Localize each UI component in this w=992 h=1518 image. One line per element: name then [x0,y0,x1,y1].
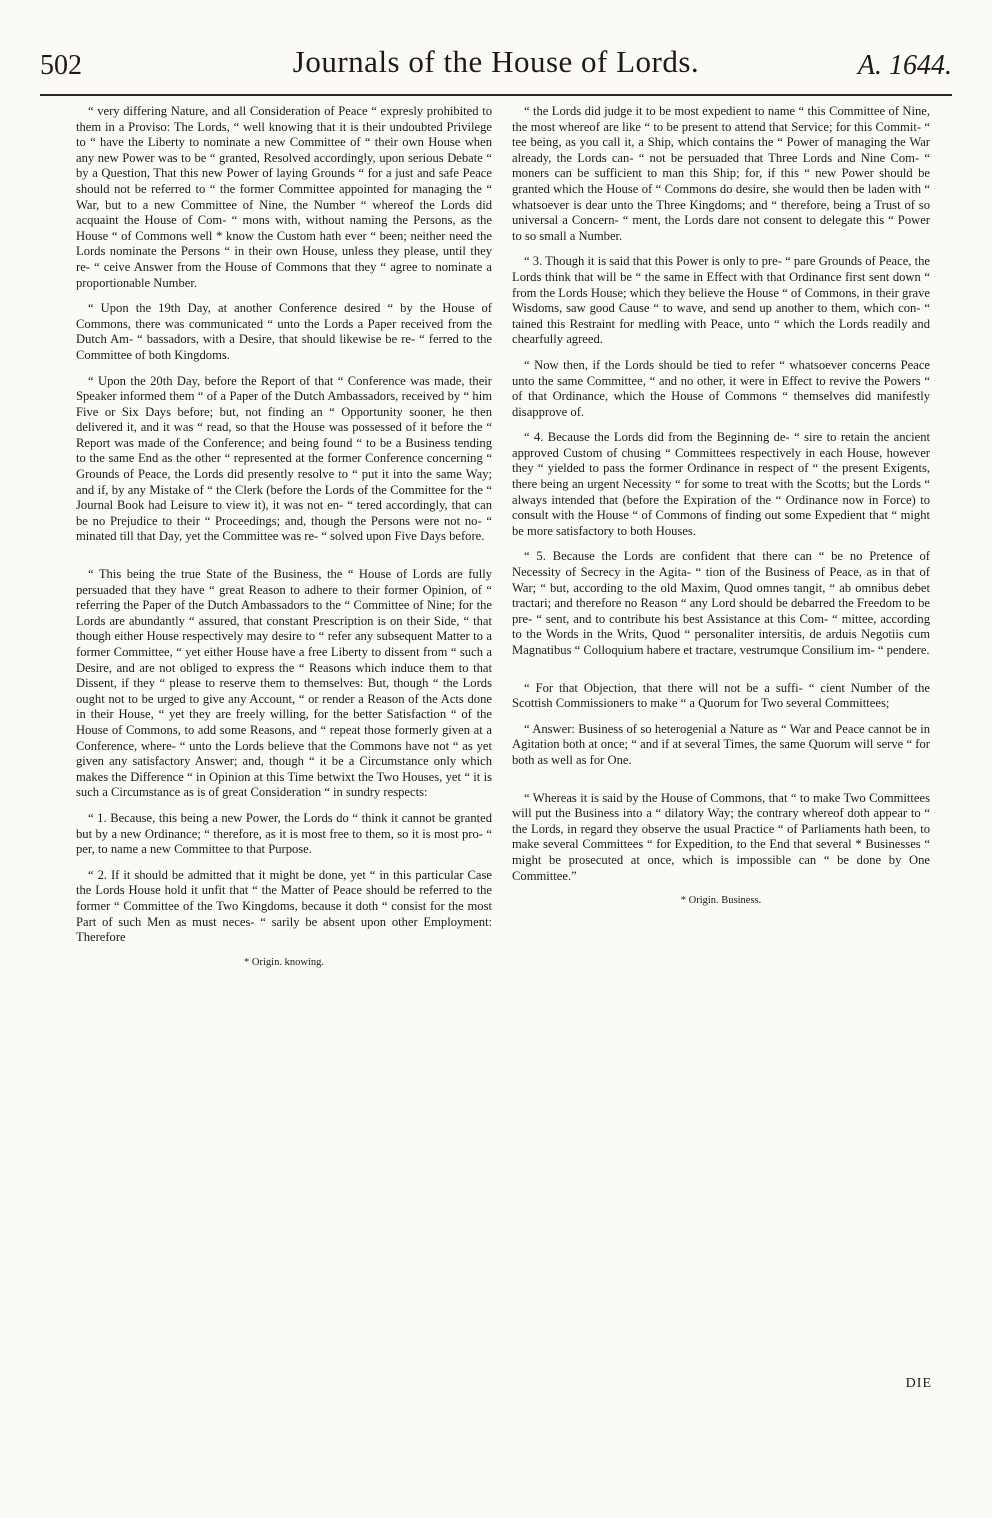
page-header [40,44,952,94]
header-rule [40,94,952,96]
paragraph: “ 4. Because the Lords did from the Beginning de- “ sire to retain the ancient approved Custom of chusing “ Committees respectively in each House, however they “ yielded to pass the former Ordinance in respect of “ the present Exigents, there being an urgent Necessity “ for some to treat with the Scotts; but the Lords “ always intended that (before the Expiration of the “ Ordinance now in Force) to consult with the House “ of Commons of finding out some Expedient that “ might be more satisfactory to both Houses. [512,430,930,538]
paragraph: “ very differing Nature, and all Consideration of Peace “ expresly prohibited to them in a Proviso: The Lords, “ well knowing that it is their undoubted Privilege to “ have the Liberty to nominate a new Committee of “ their own House when any new Power was to be “ granted, Resolved accordingly, upon serious Debate “ by a Question, That this new Power of laying Grounds “ for a just and safe Peace should not be referred to “ the former Committee appointed for managing the “ War, but to a new Committee of Nine, the Number “ whereof the Lords did acquaint the House of Com- “ mons with, without naming the Persons, as the House “ of Commons well * know the Custom hath ever “ been; neither need the Lords nominate the Persons “ in their own House, unless they please, until they re- “ ceive Answer from the House of Commons that they “ agree to nominate a proportionable Number. [76,104,492,290]
paragraph: “ 1. Because, this being a new Power, the Lords do “ think it cannot be granted but by a new Ordinance; “ therefore, as it is most free to them, so it is most pro- “ per, to name a new Committee to that Purpose. [76,810,492,857]
paragraph: “ Whereas it is said by the House of Commons, that “ to make Two Committees will put the Business into a “ dilatory Way; the contrary whereof doth appear to “ the Lords, in regard they observe the usual Practice “ of Parliaments hath been, to make several Committees “ for Expedition, to the End that several * Businesses “ might be prosecuted at once, which is impossible can “ be done by One Committee.” [512,790,930,883]
year-marker: A. 1644. [857,50,952,81]
paragraph: “ 2. If it should be admitted that it might be done, yet “ in this particular Case the Lords House hold it unfit that “ the Matter of Peace should be referred to the former “ Committee of the Two Kingdoms, because it doth “ consist for the most Part of such Men as must neces- “ sarily be absent upon other Employment: Therefore [76,867,492,945]
paragraph: “ Upon the 19th Day, at another Conference desired “ by the House of Commons, there was communicated “ unto the Lords a Paper received from the Dutch Am- “ bassadors, with a Desire, that should likewise be re- “ ferred to the Committee of both Kingdoms. [76,301,492,362]
page-number: 502 [40,50,82,81]
footnote: * Origin. knowing. [244,956,324,968]
paragraph: “ For that Objection, that there will not be a suffi- “ cient Number of the Scottish Commissioners to make “ a Quorum for Two several Committees; [512,680,930,711]
paragraph: “ Upon the 20th Day, before the Report of that “ Conference was made, their Speaker informed them “ of a Paper of the Dutch Ambassadors, received by “ him Five or Six Days before; but, not finding an “ Opportunity sooner, he then delivered it, and it was “ read, so that the House was possessed of it before the “ Report was made of the Conference; and being found “ to be a Business tending to the same End as the other “ represented at the former Conference concerning “ Grounds of Peace, the Lords did presently resolve to “ put it into the same Way; and if, by any Mistake of “ the Clerk (before the Lords of the Committee for the “ Journal Book had Leisure to view it), it was not en- “ tered accordingly, that can be no Prejudice to their “ Proceedings; and, though the Persons were not no- “ minated till that Day, yet the Committee was re- “ solved upon Five Days before. [76,373,492,544]
paragraph: “ 3. Though it is said that this Power is only to pre- “ pare Grounds of Peace, the Lords think that will be “ the same in Effect with that Ordinance first sent down “ from the Lords House; which they believe the House “ of Commons, in their grave Wisdoms, saw good Cause “ to wave, and send up another to them, which con- “ tained this Restraint for medling with Peace, unto “ which the Lords readily and chearfully agreed. [512,254,930,347]
paragraph: “ 5. Because the Lords are confident that there can “ be no Pretence of Necessity of Secrecy in the Agita- “ tion of the Business of Peace, as in that of War; “ but, according to the old Maxim, Quod omnes tangit, “ ab omnibus debet tractari; and therefore no Reason “ any Lord should be debarred the Freedom to be pre- “ sent, and to contribute his best Assistance at this Com- “ mittee, according to the Words in the Writs, Quod “ personaliter intersitis, de arduis Negotiis cum Magnatibus “ Colloquium habere et tractare, vestrumque Consilium im- “ pendere. [512,549,930,657]
catchword: DIE [905,1376,932,1391]
left-column [76,104,492,969]
paragraph: “ Answer: Business of so heterogenial a Nature as “ War and Peace cannot be in Agitation both at once; “ and if at several Times, the same Quorum will serve “ for both as well as for One. [512,721,930,767]
running-title: Journals of the House of Lords. [292,44,700,79]
paragraph: “ This being the true State of the Business, the “ House of Lords are fully persuaded that they have “ great Reason to adhere to their former Opinion, of “ referring the Paper of the Dutch Ambassadors to the “ Committee of Nine; for the Lords are abundantly “ assured, that constant Prescription is on their Side, “ that though either House respectively may desire to “ refer any subsequent Matter to a former Committee, “ yet either House have a free Liberty to dissent from “ such a Desire, and are not obliged to express the “ Reasons which induce them to that Dissent, if they “ please to reserve them to themselves: But, though “ the Lords ought not to be urged to give any Account, “ or render a Reason of the Acts done in their House, “ yet they are freely willing, for the better Satisfaction “ of the House of Commons, to add some Reasons, and “ repeat those formerly given at a Conference, where- “ unto the Lords believe that the Commons have not “ as yet given any satisfactory Answer; and, though “ it be a Circumstance only which makes the Difference “ in Opinion at this Time betwixt the Two Houses, yet “ it is such a Circumstance as is of great Consideration “ in sundry respects: [76,567,492,800]
right-column [512,104,930,907]
paragraph: “ Now then, if the Lords should be tied to refer “ whatsoever concerns Peace unto the same Committee, “ and no other, it were in Effect to revive the Powers “ of that Ordinance, which the House of Commons “ themselves did manifestly disapprove of. [512,357,930,419]
paragraph: “ the Lords did judge it to be most expedient to name “ this Committee of Nine, the most whereof are like “ to be present to attend that Service; for this Commit- “ tee being, as you call it, a Ship, which contains the “ Power of managing the War already, the Lords can- “ not be persuaded that Three Lords and Nine Com- “ moners can be sufficient to man this Ship; for, if this “ new Power should be granted which the House of “ Commons do desire, she would then be laden with “ whatsoever is dear unto the Three Kingdoms; and “ therefore, being a Trust of so universal a Concern- “ ment, the Lords dare not consent to delegate this “ Power to so small a Number. [512,104,930,243]
footnote: * Origin. Business. [680,895,762,907]
